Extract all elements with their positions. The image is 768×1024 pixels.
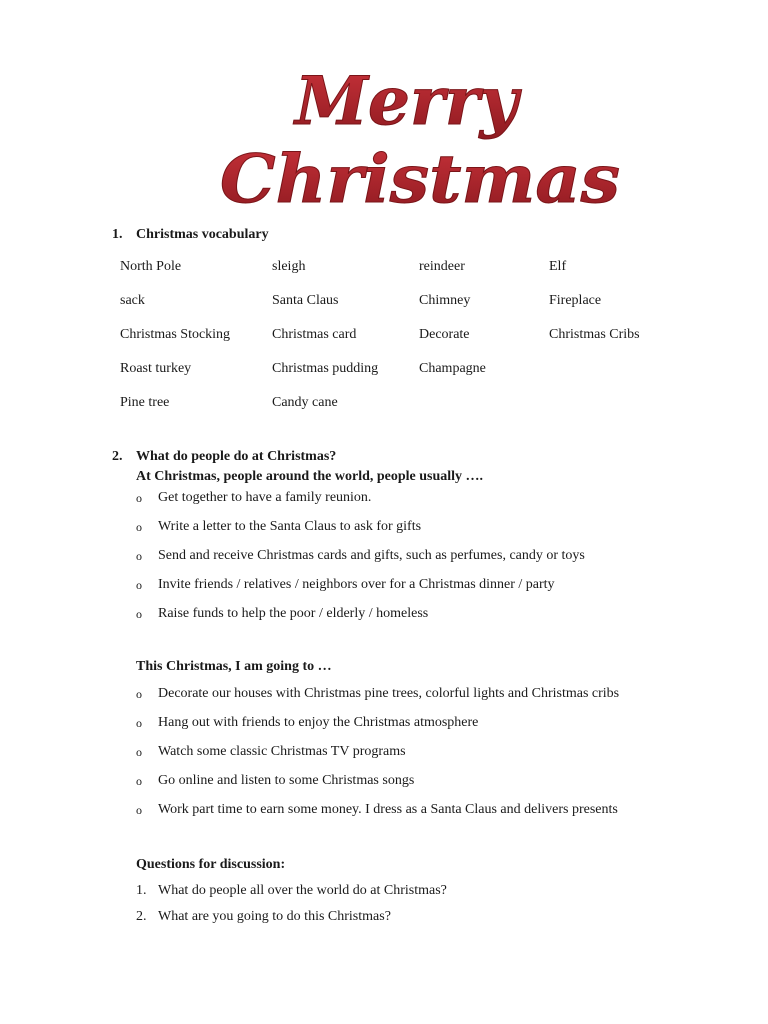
list-item — [136, 714, 736, 743]
vocab-row — [120, 360, 720, 394]
list-item — [136, 576, 736, 605]
list-item-text: Hang out with friends to enjoy the Christmas atmosphere — [158, 715, 479, 730]
list-item — [136, 489, 736, 518]
vocab-word: Chimney — [419, 293, 471, 308]
vocab-word: Roast turkey — [120, 361, 192, 376]
vocab-word: Fireplace — [549, 293, 602, 308]
habits-list — [136, 489, 736, 634]
list-item-text: Go online and listen to some Christmas songs — [158, 773, 415, 788]
bullet-circle-icon: o — [136, 578, 142, 592]
vocab-row — [120, 258, 720, 292]
section2-subtitle: At Christmas, people around the world, people usually …. — [136, 469, 484, 484]
section2-title: What do people do at Christmas? — [136, 449, 337, 464]
vocab-word: Champagne — [419, 361, 486, 376]
question-text: What are you going to do this Christmas? — [158, 909, 391, 924]
plans-list — [136, 685, 736, 830]
list-item-text: Get together to have a family reunion. — [158, 490, 372, 505]
section2-heading — [112, 448, 336, 466]
vocab-word: Christmas Cribs — [549, 327, 640, 342]
question-text: What do people all over the world do at Christmas? — [158, 883, 447, 898]
vocab-word: sleigh — [272, 259, 306, 274]
vocab-word: sack — [120, 293, 145, 308]
section1-number: 1. — [112, 227, 123, 242]
bullet-circle-icon: o — [136, 687, 142, 701]
section2-number: 2. — [112, 449, 123, 464]
section1-title: Christmas vocabulary — [136, 227, 269, 242]
bullet-circle-icon: o — [136, 491, 142, 505]
question-item — [136, 908, 447, 934]
list-item — [136, 605, 736, 634]
vocab-word: North Pole — [120, 259, 182, 274]
vocab-row — [120, 394, 720, 428]
vocab-word: reindeer — [419, 259, 465, 274]
bullet-circle-icon: o — [136, 716, 142, 730]
list-item-text: Write a letter to the Santa Claus to ask for gifts — [158, 519, 422, 534]
question-number: 2. — [136, 909, 147, 924]
section3-heading: This Christmas, I am going to … — [136, 659, 332, 674]
list-item-text: Decorate our houses with Christmas pine trees, colorful lights and Christmas cribs — [158, 686, 620, 701]
discussion-questions — [136, 882, 447, 934]
vocab-row — [120, 326, 720, 360]
question-item — [136, 882, 447, 908]
bullet-circle-icon: o — [136, 745, 142, 759]
list-item — [136, 772, 736, 801]
vocab-word: Pine tree — [120, 395, 170, 410]
list-item — [136, 801, 736, 830]
vocab-row — [120, 292, 720, 326]
list-item-text: Watch some classic Christmas TV programs — [158, 744, 406, 759]
merry-christmas-logo — [200, 62, 640, 222]
vocab-word: Christmas card — [272, 327, 357, 342]
bullet-circle-icon: o — [136, 520, 142, 534]
vocab-word: Candy cane — [272, 395, 338, 410]
list-item-text: Invite friends / relatives / neighbors over for a Christmas dinner / party — [158, 577, 555, 592]
bullet-circle-icon: o — [136, 803, 142, 817]
logo-line-christmas: Christmas — [220, 140, 620, 218]
bullet-circle-icon: o — [136, 774, 142, 788]
question-number: 1. — [136, 883, 147, 898]
logo-line-merry: Merry — [295, 62, 518, 140]
vocab-word: Decorate — [419, 327, 470, 342]
list-item — [136, 547, 736, 576]
list-item — [136, 685, 736, 714]
list-item-text: Raise funds to help the poor / elderly / homeless — [158, 606, 429, 621]
list-item-text: Work part time to earn some money. I dress as a Santa Claus and delivers presents — [158, 802, 618, 817]
bullet-circle-icon: o — [136, 549, 142, 563]
vocab-word: Christmas Stocking — [120, 327, 231, 342]
discussion-heading: Questions for discussion: — [136, 857, 286, 872]
vocab-word: Elf — [549, 259, 567, 274]
list-item — [136, 518, 736, 547]
bullet-circle-icon: o — [136, 607, 142, 621]
section1-heading — [112, 226, 269, 244]
list-item — [136, 743, 736, 772]
vocab-word: Christmas pudding — [272, 361, 379, 376]
vocabulary-grid — [120, 258, 720, 428]
vocab-word: Santa Claus — [272, 293, 339, 308]
list-item-text: Send and receive Christmas cards and gifts, such as perfumes, candy or toys — [158, 548, 585, 563]
